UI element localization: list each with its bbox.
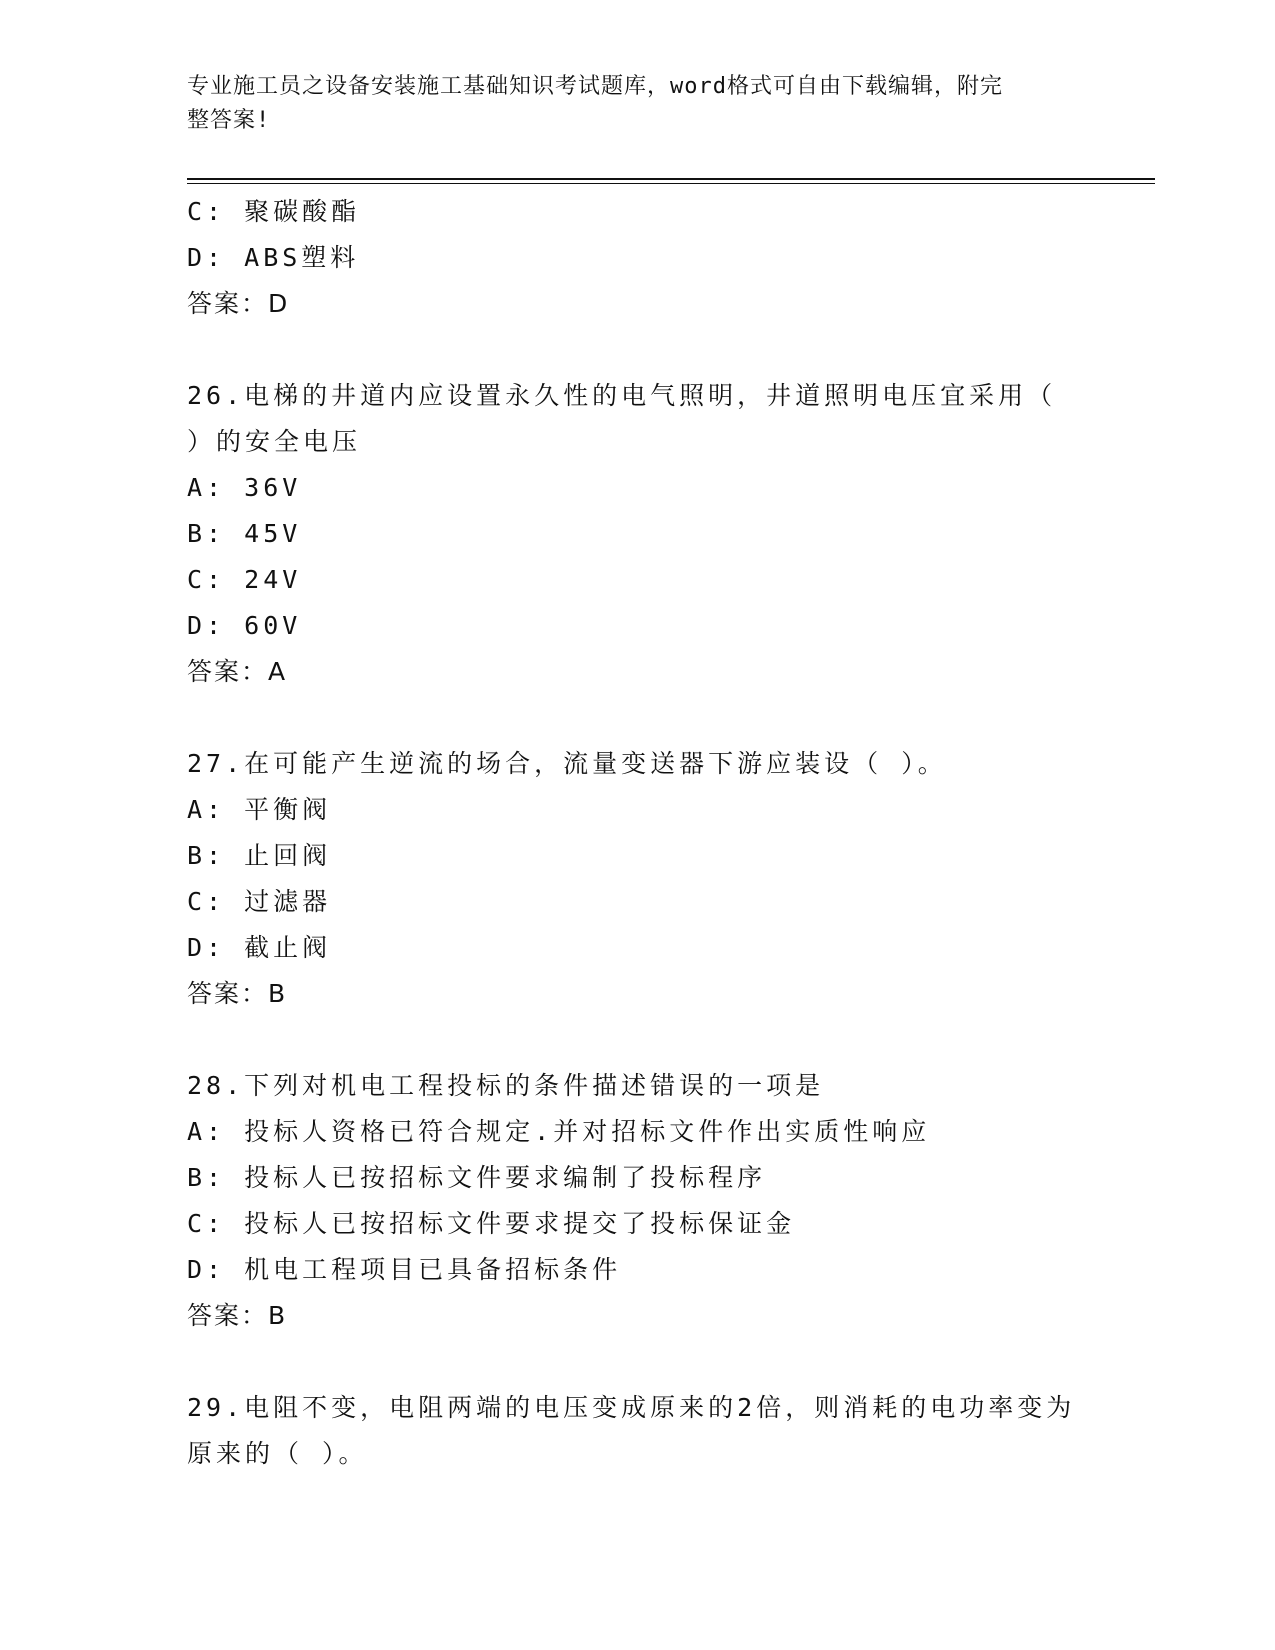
option-c: C: 聚碳酸酯 [187,197,361,226]
option-c: C: 过滤器 [187,887,332,916]
option-b: B: 45V [187,519,302,548]
question-stem: 29.电阻不变，电阻两端的电压变成原来的2倍，则消耗的电功率变为 [187,1393,1076,1422]
option-a: A: 36V [187,473,302,502]
document-header [187,70,1067,138]
answer: 答案：B [187,979,288,1008]
option-b: B: 止回阀 [187,841,332,870]
option-b: B: 投标人已按招标文件要求编制了投标程序 [187,1163,767,1192]
option-c: C: 投标人已按招标文件要求提交了投标保证金 [187,1209,796,1238]
question-stem: 26.电梯的井道内应设置永久性的电气照明，井道照明电压宜采用（ [187,381,1057,410]
header-rule-thick [187,178,1155,180]
question-29 [187,1385,1087,1477]
spacer [187,1017,1087,1063]
question-26 [187,373,1087,695]
header-line-1: 专业施工员之设备安装施工基础知识考试题库，word格式可自由下载编辑，附完 [187,74,1003,99]
spacer [187,695,1087,741]
header-line-2: 整答案! [187,108,271,133]
question-list [187,189,1087,1477]
question-stem: 27.在可能产生逆流的场合，流量变送器下游应装设（ ）。 [187,749,947,778]
question-28 [187,1063,1087,1339]
question-27 [187,741,1087,1017]
option-d: D: 60V [187,611,302,640]
header-rule-thin [187,183,1155,184]
option-a: A: 平衡阀 [187,795,332,824]
option-d: D: 截止阀 [187,933,332,962]
option-d: D: ABS塑料 [187,243,360,272]
option-a: A: 投标人资格已符合规定.并对招标文件作出实质性响应 [187,1117,931,1146]
question-stem-cont: ）的安全电压 [187,427,362,456]
spacer [187,1339,1087,1385]
answer: 答案：D [187,289,290,318]
option-c: C: 24V [187,565,302,594]
answer: 答案：B [187,1301,288,1330]
question-stem: 28.下列对机电工程投标的条件描述错误的一项是 [187,1071,825,1100]
question-stem-cont: 原来的（ ）。 [187,1439,368,1468]
spacer [187,327,1087,373]
answer: 答案：A [187,657,288,686]
option-d: D: 机电工程项目已具备招标条件 [187,1255,622,1284]
